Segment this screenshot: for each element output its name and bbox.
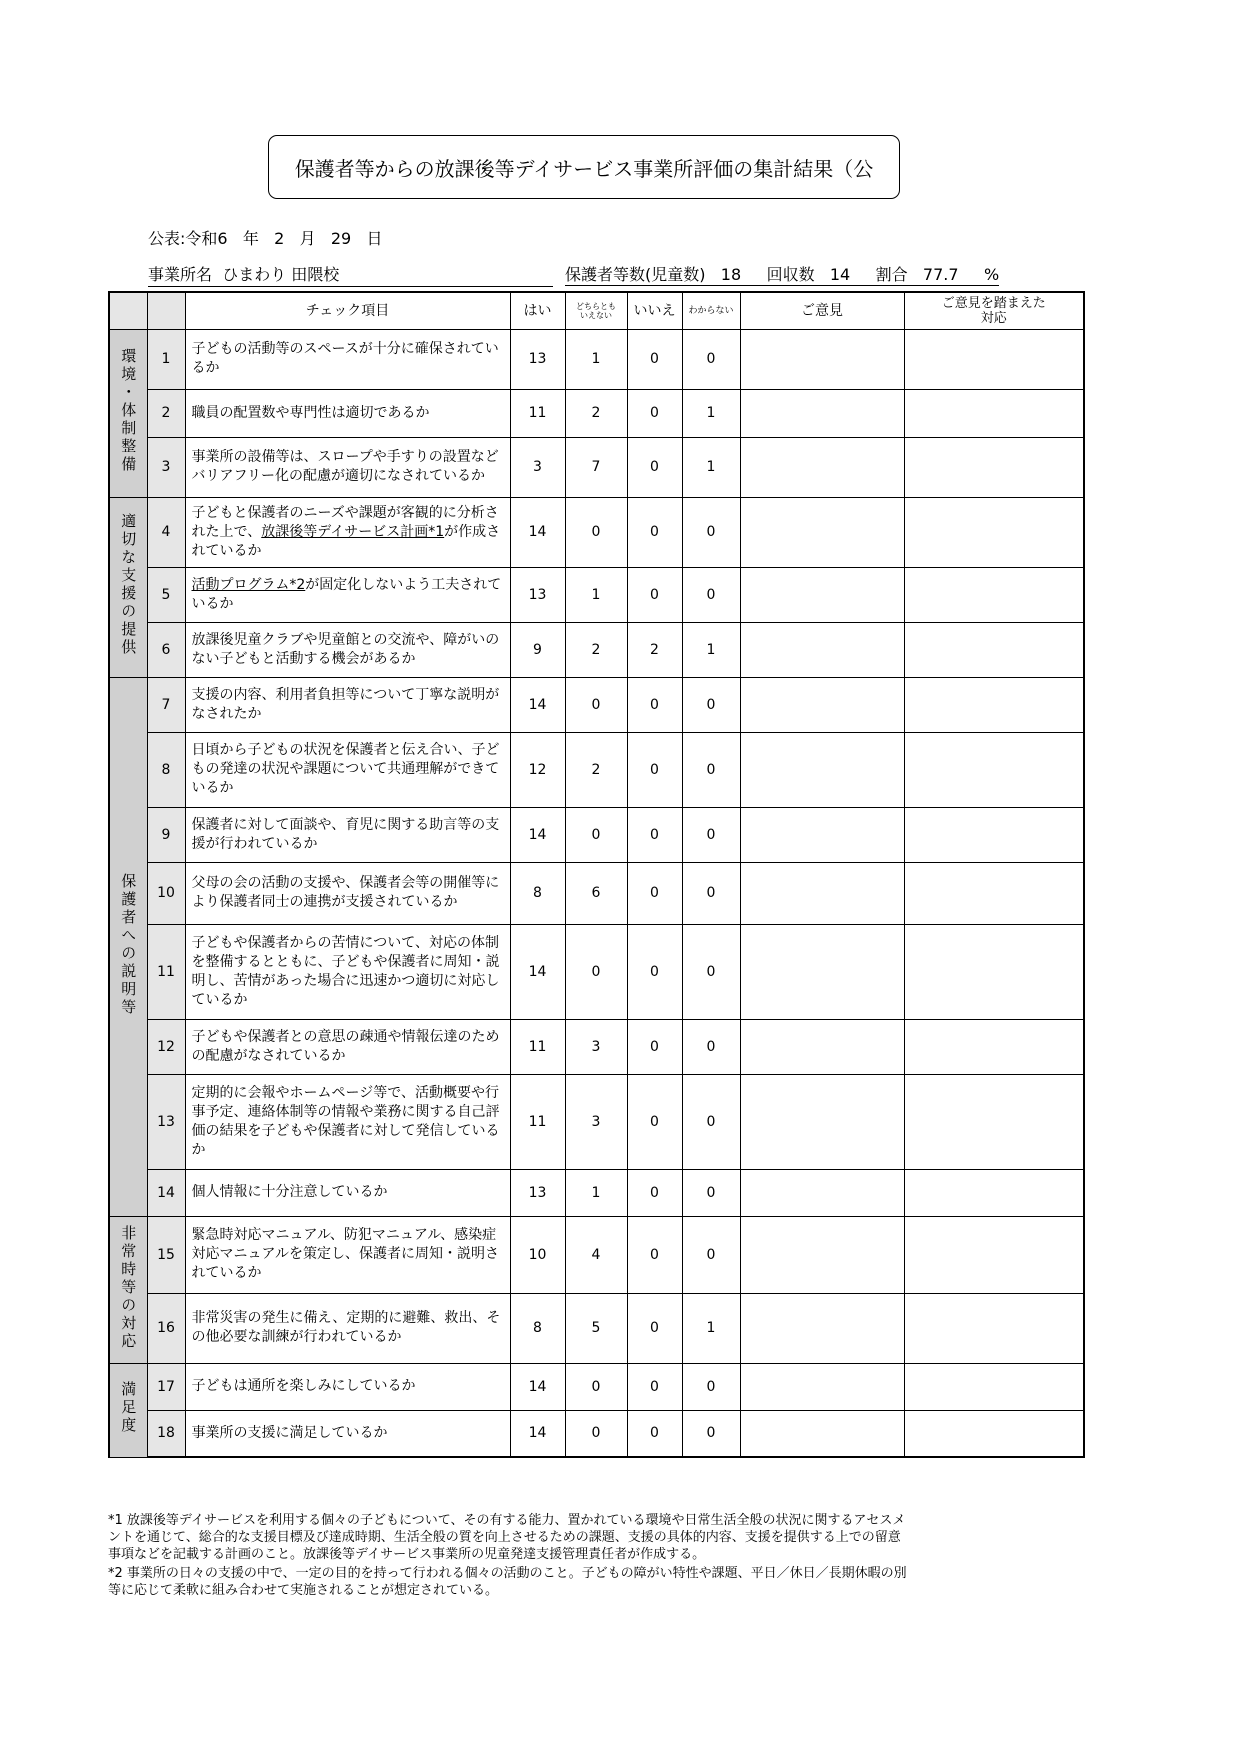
check-item-text: 子どもや保護者からの苦情について、対応の体制を整備するとともに、子どもや保護者に周知・説明し、苦情があった場合に迅速かつ適切に対応しているか <box>185 924 510 1019</box>
header-opinion: ご意見 <box>740 292 904 329</box>
count-unknown: 0 <box>682 1216 740 1293</box>
count-yes: 14 <box>510 924 565 1019</box>
check-item-text: 子どもと保護者のニーズや課題が客観的に分析された上で、放課後等デイサービス計画*1が作成されているか <box>185 497 510 567</box>
footnote-2: *2 事業所の日々の支援の中で、一定の目的を持って行われる個々の活動のこと。子どもの障がい特性や課題、平日／休日／長期休暇の別等に応じて柔軟に組み合わせて実施されることが想定されている。 <box>108 1566 907 1598</box>
opinion-cell <box>740 1169 904 1216</box>
table-row <box>109 389 1084 437</box>
check-item-text: 日頃から子どもの状況を保護者と伝え合い、子どもの発達の状況や課題について共通理解ができているか <box>185 732 510 807</box>
count-unknown: 0 <box>682 732 740 807</box>
count-unknown: 0 <box>682 497 740 567</box>
count-no: 0 <box>627 389 682 437</box>
check-item-text: 父母の会の活動の支援や、保護者会等の開催等により保護者同士の連携が支援されているか <box>185 862 510 924</box>
table-row <box>109 677 1084 732</box>
count-unknown: 1 <box>682 622 740 677</box>
row-number: 14 <box>147 1169 185 1216</box>
count-no: 0 <box>627 437 682 497</box>
check-item-text: 職員の配置数や専門性は適切であるか <box>185 389 510 437</box>
count-unknown: 0 <box>682 1074 740 1169</box>
check-item-text: 非常災害の発生に備え、定期的に避難、救出、その他必要な訓練が行われているか <box>185 1293 510 1363</box>
count-no: 0 <box>627 732 682 807</box>
footnote-1: *1 放課後等デイサービスを利用する個々の子どもについて、その有する能力、置かれている環境や日常生活全般の状況に関するアセスメントを通じて、総合的な支援目標及び達成時期、生活全般の質を向上させるための課題、支援の具体的内容、支援を提供する上での留意事項などを記載する計画のこと。放課後等デイサービス事業所の児童発達支援管理責任者が作成する。 <box>108 1513 906 1562</box>
response-cell <box>904 924 1084 1019</box>
count-yes: 11 <box>510 389 565 437</box>
category-cell <box>109 677 147 1216</box>
row-number: 4 <box>147 497 185 567</box>
response-cell <box>904 622 1084 677</box>
row-number: 1 <box>147 329 185 389</box>
count-unknown: 0 <box>682 1169 740 1216</box>
count-yes: 14 <box>510 677 565 732</box>
count-yes: 14 <box>510 1410 565 1457</box>
count-yes: 13 <box>510 567 565 622</box>
category-label: 満足度 <box>119 1381 138 1435</box>
check-item-text: 個人情報に十分注意しているか <box>185 1169 510 1216</box>
opinion-cell <box>740 1074 904 1169</box>
table-row <box>109 437 1084 497</box>
category-label: 非常時等の対応 <box>119 1224 138 1351</box>
opinion-cell <box>740 1019 904 1074</box>
table-row <box>109 1410 1084 1457</box>
response-cell <box>904 732 1084 807</box>
office-name: 事業所名 ひまわり 田隈校 <box>148 262 553 287</box>
row-number: 17 <box>147 1363 185 1410</box>
count-yes: 12 <box>510 732 565 807</box>
category-label: 保護者への説明等 <box>119 872 138 1017</box>
footnotes <box>108 1512 908 1601</box>
response-cell <box>904 437 1084 497</box>
table-row <box>109 622 1084 677</box>
opinion-cell <box>740 437 904 497</box>
count-unknown: 0 <box>682 807 740 862</box>
check-item-text: 子どもや保護者との意思の疎通や情報伝達のための配慮がなされているか <box>185 1019 510 1074</box>
count-no: 0 <box>627 1410 682 1457</box>
category-label: 適切な支援の提供 <box>119 513 138 657</box>
opinion-cell <box>740 1216 904 1293</box>
count-neither: 2 <box>565 732 627 807</box>
check-item-text: 事業所の支援に満足しているか <box>185 1410 510 1457</box>
count-unknown: 0 <box>682 567 740 622</box>
count-unknown: 0 <box>682 1019 740 1074</box>
plan-term: 放課後等デイサービス計画*1 <box>261 523 445 540</box>
check-item-text: 保護者に対して面談や、育児に関する助言等の支援が行われているか <box>185 807 510 862</box>
count-neither: 1 <box>565 567 627 622</box>
header-no: いいえ <box>627 292 682 329</box>
count-yes: 8 <box>510 1293 565 1363</box>
table-row <box>109 1074 1084 1169</box>
count-no: 0 <box>627 862 682 924</box>
count-yes: 11 <box>510 1019 565 1074</box>
count-no: 0 <box>627 1363 682 1410</box>
count-yes: 11 <box>510 1074 565 1169</box>
response-cell <box>904 567 1084 622</box>
response-cell <box>904 677 1084 732</box>
table-row <box>109 1293 1084 1363</box>
count-neither: 6 <box>565 862 627 924</box>
opinion-cell <box>740 329 904 389</box>
count-unknown: 0 <box>682 329 740 389</box>
header-response: ご意見を踏まえた 対応 <box>904 292 1084 329</box>
count-no: 0 <box>627 1074 682 1169</box>
opinion-cell <box>740 677 904 732</box>
count-no: 0 <box>627 677 682 732</box>
opinion-cell <box>740 1293 904 1363</box>
count-no: 0 <box>627 1019 682 1074</box>
count-neither: 3 <box>565 1074 627 1169</box>
count-unknown: 1 <box>682 389 740 437</box>
category-cell <box>109 1363 147 1457</box>
count-yes: 14 <box>510 497 565 567</box>
header-unknown: わからない <box>682 292 740 329</box>
check-item-text: 子どもは通所を楽しみにしているか <box>185 1363 510 1410</box>
count-unknown: 0 <box>682 862 740 924</box>
count-unknown: 0 <box>682 924 740 1019</box>
row-number: 18 <box>147 1410 185 1457</box>
check-item-text: 定期的に会報やホームページ等で、活動概要や行事予定、連絡体制等の情報や業務に関する自己評価の結果を子どもや保護者に対して発信しているか <box>185 1074 510 1169</box>
row-number: 13 <box>147 1074 185 1169</box>
response-cell <box>904 389 1084 437</box>
opinion-cell <box>740 497 904 567</box>
count-no: 0 <box>627 1293 682 1363</box>
count-unknown: 1 <box>682 1293 740 1363</box>
count-unknown: 1 <box>682 437 740 497</box>
row-number: 9 <box>147 807 185 862</box>
count-unknown: 0 <box>682 1410 740 1457</box>
count-neither: 1 <box>565 329 627 389</box>
category-cell <box>109 497 147 677</box>
header-row <box>109 292 1084 329</box>
count-yes: 3 <box>510 437 565 497</box>
response-cell <box>904 1169 1084 1216</box>
count-yes: 14 <box>510 807 565 862</box>
header-neither: どちらとも いえない <box>565 292 627 329</box>
opinion-cell <box>740 807 904 862</box>
row-number: 15 <box>147 1216 185 1293</box>
count-no: 0 <box>627 567 682 622</box>
document-title: 保護者等からの放課後等デイサービス事業所評価の集計結果（公 <box>268 135 900 199</box>
row-number: 6 <box>147 622 185 677</box>
count-yes: 13 <box>510 1169 565 1216</box>
count-neither: 3 <box>565 1019 627 1074</box>
table-row <box>109 329 1084 389</box>
response-cell <box>904 1410 1084 1457</box>
count-no: 0 <box>627 1169 682 1216</box>
row-number: 12 <box>147 1019 185 1074</box>
row-number: 8 <box>147 732 185 807</box>
count-neither: 0 <box>565 924 627 1019</box>
response-cell <box>904 1293 1084 1363</box>
row-number: 7 <box>147 677 185 732</box>
response-cell <box>904 1074 1084 1169</box>
opinion-cell <box>740 389 904 437</box>
guardian-stats: 保護者等数(児童数) 18 回収数 14 割合 77.7 % <box>565 265 1000 284</box>
plan-term: 活動プログラム*2 <box>191 576 306 593</box>
count-neither: 0 <box>565 677 627 732</box>
check-item-text: 事業所の設備等は、スロープや手すりの設置などバリアフリー化の配慮が適切になされているか <box>185 437 510 497</box>
check-item-text: 緊急時対応マニュアル、防犯マニュアル、感染症対応マニュアルを策定し、保護者に周知・説明されているか <box>185 1216 510 1293</box>
response-cell <box>904 329 1084 389</box>
count-yes: 14 <box>510 1363 565 1410</box>
header-check-item: チェック項目 <box>185 292 510 329</box>
row-number: 3 <box>147 437 185 497</box>
row-number: 16 <box>147 1293 185 1363</box>
header-yes: はい <box>510 292 565 329</box>
response-cell <box>904 497 1084 567</box>
row-number: 11 <box>147 924 185 1019</box>
count-no: 0 <box>627 807 682 862</box>
count-neither: 2 <box>565 389 627 437</box>
count-no: 0 <box>627 1216 682 1293</box>
category-label: 環境・体制整備 <box>119 348 138 474</box>
row-number: 5 <box>147 567 185 622</box>
count-neither: 0 <box>565 1363 627 1410</box>
count-yes: 9 <box>510 622 565 677</box>
count-neither: 1 <box>565 1169 627 1216</box>
count-no: 0 <box>627 497 682 567</box>
count-no: 0 <box>627 329 682 389</box>
row-number: 2 <box>147 389 185 437</box>
opinion-cell <box>740 1363 904 1410</box>
count-neither: 5 <box>565 1293 627 1363</box>
table-row <box>109 497 1084 567</box>
opinion-cell <box>740 862 904 924</box>
table-row <box>109 1019 1084 1074</box>
check-item-text: 子どもの活動等のスペースが十分に確保されているか <box>185 329 510 389</box>
opinion-cell <box>740 924 904 1019</box>
count-neither: 4 <box>565 1216 627 1293</box>
row-number: 10 <box>147 862 185 924</box>
count-neither: 0 <box>565 1410 627 1457</box>
table-row <box>109 807 1084 862</box>
table-row <box>109 1216 1084 1293</box>
table-row <box>109 924 1084 1019</box>
response-cell <box>904 862 1084 924</box>
opinion-cell <box>740 1410 904 1457</box>
publication-date: 公表:令和6 年 2 月 29 日 <box>148 229 383 248</box>
count-no: 0 <box>627 924 682 1019</box>
count-neither: 0 <box>565 807 627 862</box>
count-no: 2 <box>627 622 682 677</box>
table-row <box>109 1363 1084 1410</box>
response-cell <box>904 1216 1084 1293</box>
evaluation-table <box>108 291 1085 1458</box>
opinion-cell <box>740 622 904 677</box>
count-neither: 0 <box>565 497 627 567</box>
count-yes: 10 <box>510 1216 565 1293</box>
count-unknown: 0 <box>682 677 740 732</box>
category-cell <box>109 1216 147 1363</box>
response-cell <box>904 1363 1084 1410</box>
category-cell <box>109 329 147 497</box>
table-row <box>109 567 1084 622</box>
response-cell <box>904 807 1084 862</box>
response-cell <box>904 1019 1084 1074</box>
count-unknown: 0 <box>682 1363 740 1410</box>
check-item-text: 放課後児童クラブや児童館との交流や、障がいのない子どもと活動する機会があるか <box>185 622 510 677</box>
count-yes: 13 <box>510 329 565 389</box>
opinion-cell <box>740 567 904 622</box>
check-item-text: 活動プログラム*2が固定化しないよう工夫されているか <box>185 567 510 622</box>
table-row <box>109 862 1084 924</box>
table-row <box>109 1169 1084 1216</box>
opinion-cell <box>740 732 904 807</box>
check-item-text: 支援の内容、利用者負担等について丁寧な説明がなされたか <box>185 677 510 732</box>
count-yes: 8 <box>510 862 565 924</box>
count-neither: 7 <box>565 437 627 497</box>
count-neither: 2 <box>565 622 627 677</box>
table-row <box>109 732 1084 807</box>
